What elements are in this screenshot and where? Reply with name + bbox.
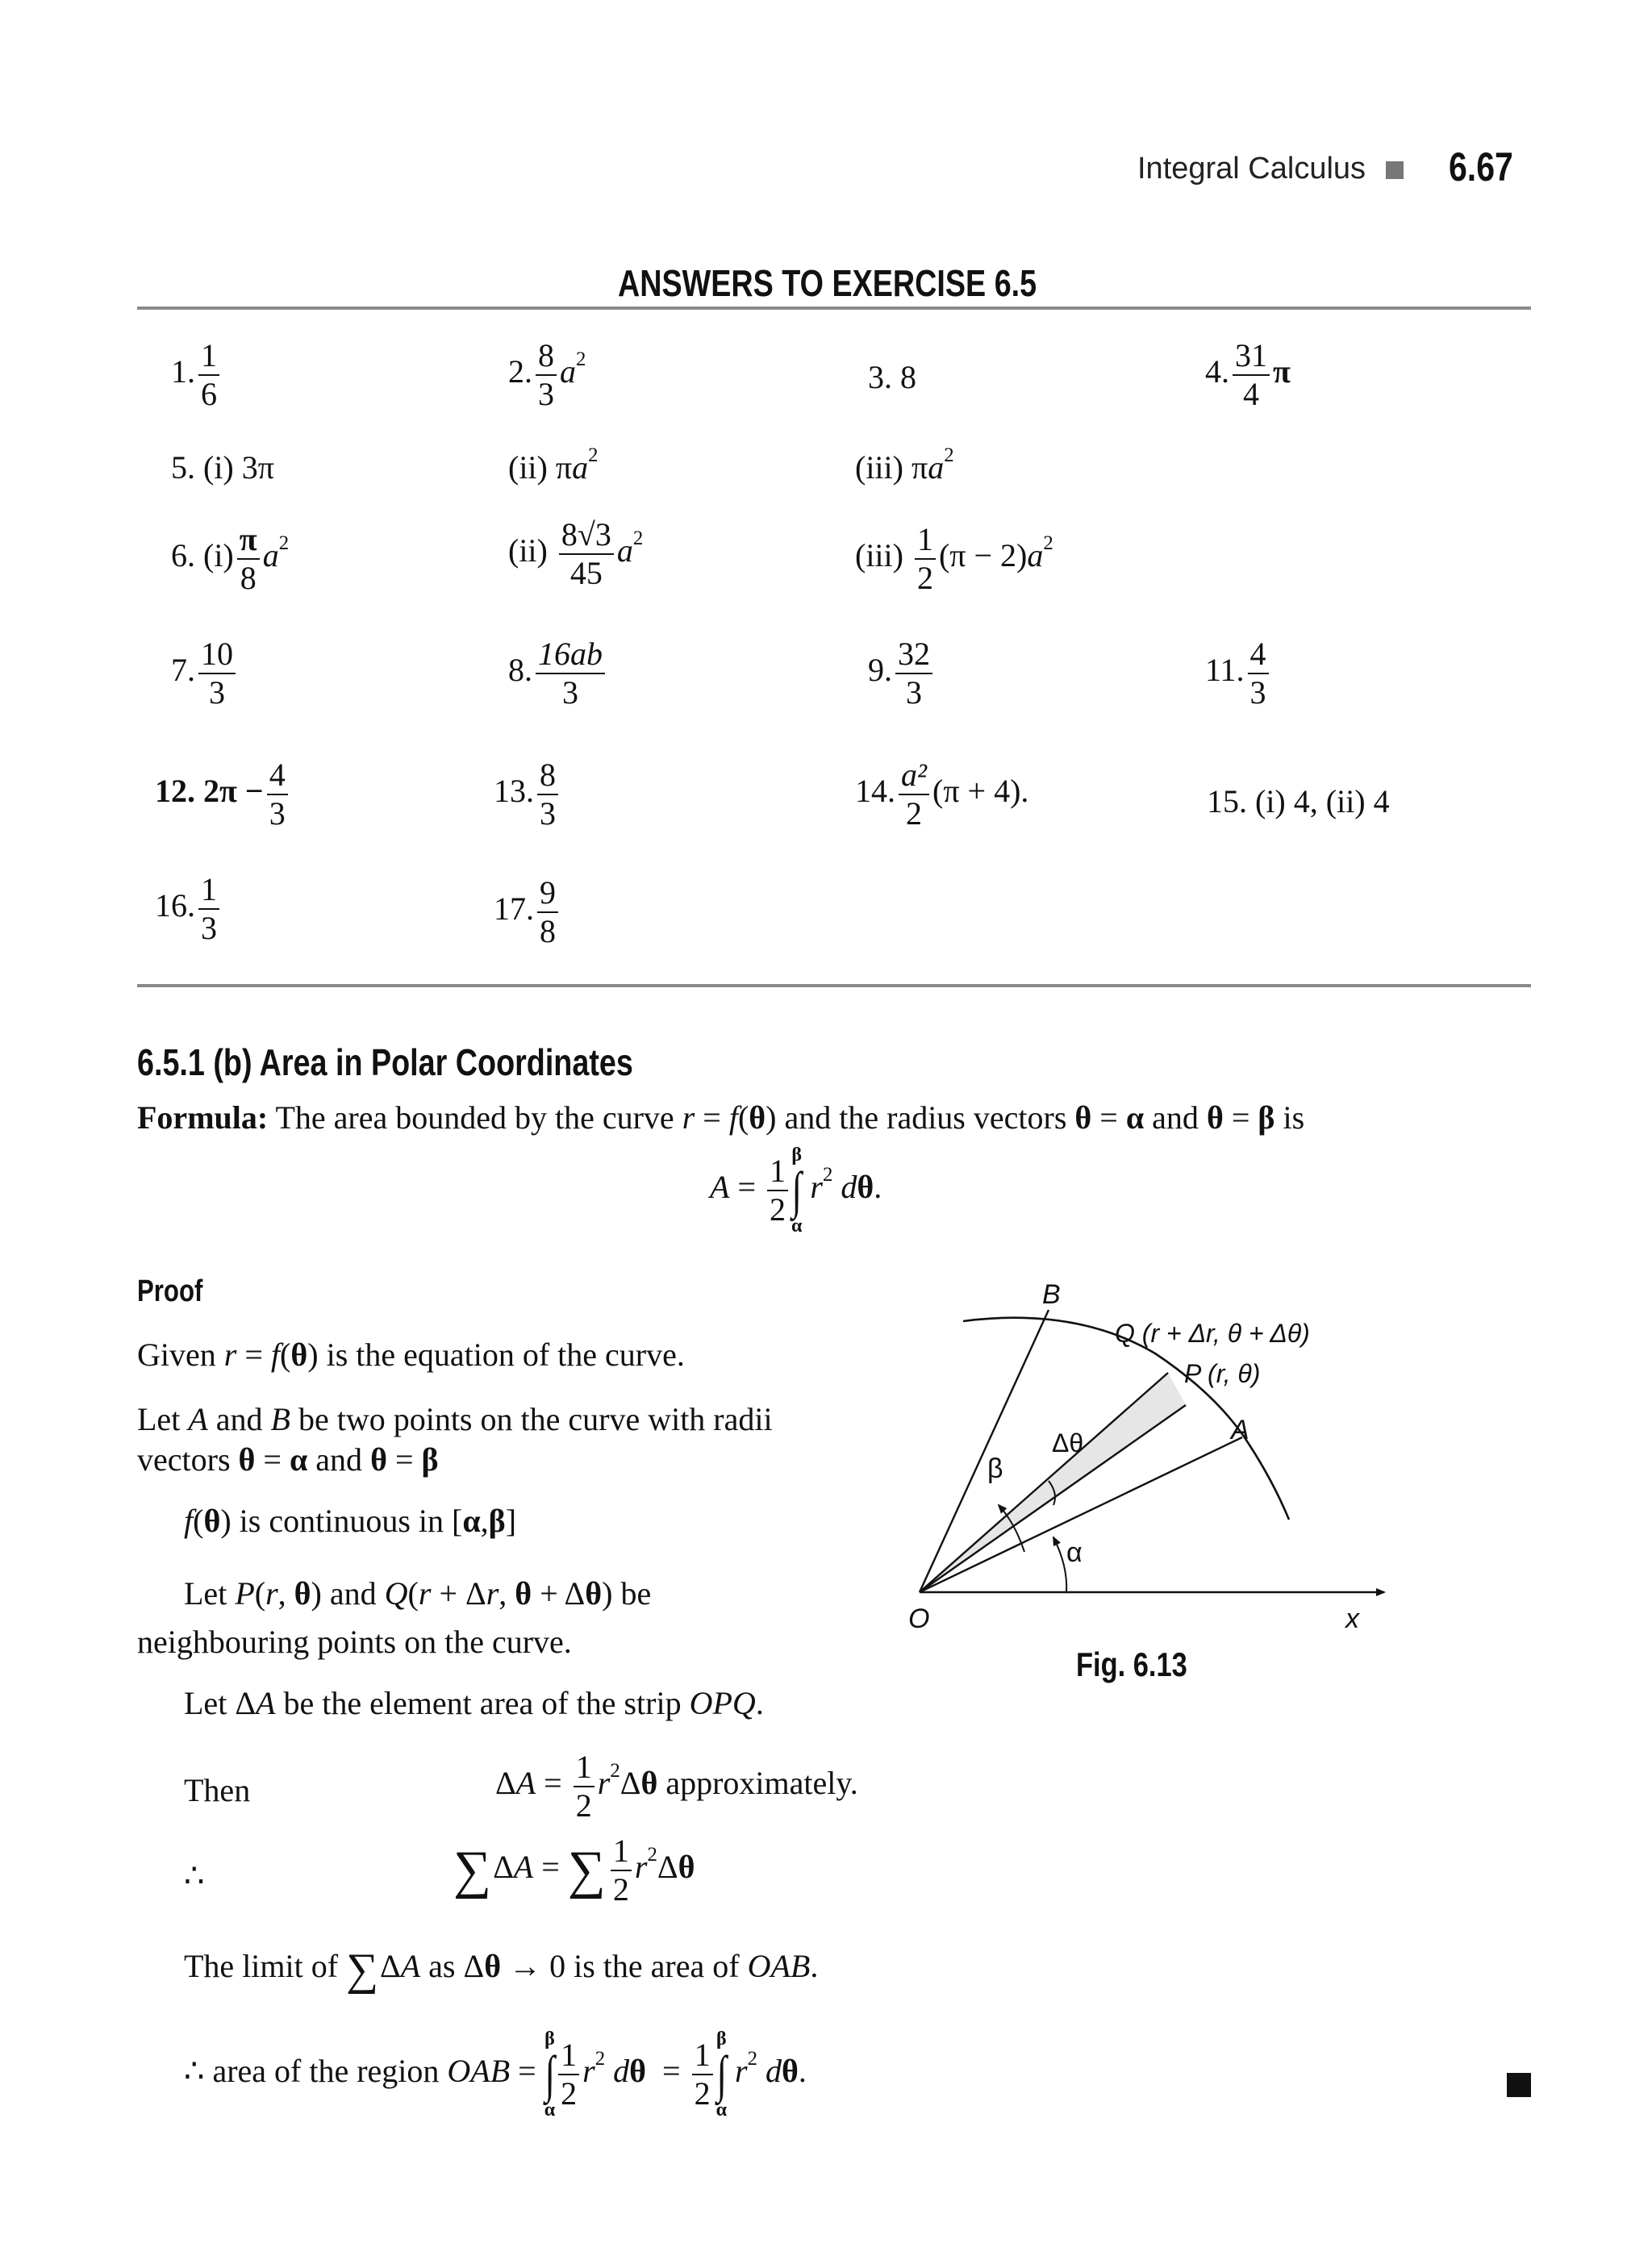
figure-caption: Fig. 6.13 — [1076, 1645, 1187, 1683]
proof-line-7: Let ΔA be the element area of the strip OPQ. — [184, 1685, 764, 1721]
proof-line-4: f(θ) is continuous in [α,β] — [184, 1503, 517, 1539]
proof-line-6: neighbouring points on the curve. — [137, 1624, 572, 1660]
answer-7: 7. $\frac{10}{3}$ — [171, 637, 239, 710]
answer-9: 9. $\frac{32}{3}$ — [868, 637, 936, 710]
then-label: Then — [184, 1772, 251, 1808]
answer-3: 3. 8 — [868, 359, 916, 395]
answer-6-i: 6. (i) $\frac{\pi}{8}$ $a^2$ — [171, 521, 290, 596]
area-formula: A = $\frac{1}{2}$ β ∫ α $r^2$ dθ. — [710, 1145, 882, 1236]
answer-8: 8. $\frac{16ab}{3}$ — [508, 637, 608, 710]
answers-title: ANSWERS TO EXERCISE 6.5 — [618, 262, 1037, 304]
page-number: 6.67 — [1449, 144, 1513, 190]
radius-oq — [920, 1373, 1168, 1592]
end-of-proof-icon — [1507, 2073, 1531, 2097]
answer-1: 1. $\frac{1}{6}$ — [171, 339, 223, 411]
section-heading: 6.5.1 (b) Area in Polar Coordinates — [137, 1041, 633, 1083]
label-beta: β — [987, 1453, 1003, 1484]
answer-13: 13. $\frac{8}{3}$ — [494, 758, 561, 831]
running-title: Integral Calculus — [1137, 152, 1366, 186]
answer-5-i: 5. (i) 3π — [171, 449, 274, 486]
proof-heading: Proof — [137, 1274, 203, 1308]
alpha-arc — [1053, 1537, 1066, 1592]
label-a: A — [1231, 1415, 1249, 1445]
label-q: Q (r + Δr, θ + Δθ) — [1115, 1319, 1310, 1348]
answer-12: 12. 2π − $\frac{4}{3}$ — [155, 758, 291, 831]
delta-area-equation: ΔA = $\frac{1}{2}$ $r^2\Delta\theta$ approximately. — [495, 1749, 858, 1824]
answers-bottom-rule — [137, 984, 1531, 987]
sum-equation: ∑ΔA = ∑ $\frac{1}{2}$ $r^2\Delta\theta$ — [453, 1833, 695, 1908]
label-b: B — [1042, 1279, 1061, 1310]
label-x: x — [1345, 1603, 1359, 1634]
answer-6-ii: (ii) $\frac{8√3}{45}$ $a^2$ — [508, 516, 644, 591]
answer-2: 2. $\frac{8}{3}$ $a^2$ — [508, 337, 586, 412]
answer-11: 11. $\frac{4}{3}$ — [1205, 637, 1272, 710]
answers-top-rule — [137, 306, 1531, 310]
answer-5-iii: (iii) $\pi a^2$ — [855, 444, 954, 486]
answer-17: 17. $\frac{9}{8}$ — [494, 876, 561, 949]
answer-14: 14. $\frac{\text{a²}}{2}$ (π + 4). — [855, 757, 1029, 832]
answer-5-ii: (ii) $\pi a^2$ — [508, 444, 599, 486]
answer-4: 4. $\frac{31}{4}$ π — [1205, 337, 1291, 412]
therefore-label: ∴ — [184, 1858, 205, 1894]
limit-statement: The limit of ∑ΔA as Δθ → 0 is the area of OAB. — [184, 1945, 819, 1995]
answer-6-iii: (iii) $\frac{1}{2}$ $(\pi - 2)a^2$ — [855, 521, 1053, 596]
region-area-equation: ∴ area of the region OAB = β ∫ α $\frac{1}{2}$ $r^2$ dθ = $\frac{1}{2}$ β ∫ α $r^2$ dθ. — [184, 2029, 807, 2120]
proof-line-3: vectors θ = α and θ = β — [137, 1441, 439, 1478]
radius-ob — [920, 1310, 1049, 1592]
proof-line-1: Given r = f(θ) is the equation of the curve. — [137, 1337, 685, 1373]
formula-statement: Formula: The area bounded by the curve r = f(θ) and the radius vectors θ = α and θ = β is — [137, 1099, 1305, 1136]
proof-line-5: Let P(r, θ) and Q(r + Δr, θ + Δθ) be — [184, 1575, 652, 1612]
strip-opq — [920, 1373, 1186, 1592]
label-o: O — [908, 1603, 930, 1634]
proof-line-2: Let A and B be two points on the curve with radii — [137, 1401, 773, 1437]
answer-15: 15. (i) 4, (ii) 4 — [1207, 783, 1390, 819]
label-dtheta: Δθ — [1052, 1428, 1084, 1457]
answer-16: 16. $\frac{1}{3}$ — [155, 873, 223, 945]
label-p: P (r, θ) — [1184, 1359, 1261, 1388]
header-square-icon — [1386, 161, 1404, 179]
label-alpha: α — [1066, 1537, 1083, 1568]
